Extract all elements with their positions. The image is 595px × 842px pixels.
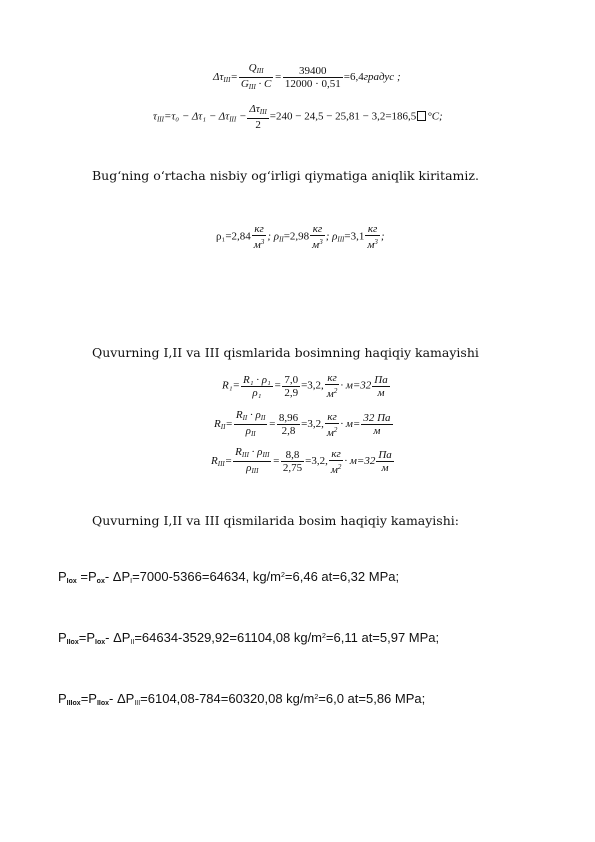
result-value: =6,11 at=5,97 MPa; <box>325 630 440 645</box>
result-symbol: =P <box>76 569 97 584</box>
eq-subscript: II <box>250 430 256 438</box>
fraction-r-rho <box>241 374 273 399</box>
eq-subscript: II <box>279 235 284 244</box>
unit-denominator: м <box>330 463 338 476</box>
result-value: =7000-5366=64634, kg/m <box>132 569 281 584</box>
result-value: =6,46 at=6,32 MPa; <box>284 569 400 584</box>
density-3-value: =3,1 <box>344 230 365 243</box>
eq-tail: · м=32 <box>340 379 372 392</box>
unit-numerator: кг <box>325 411 340 424</box>
fraction-numeric <box>283 65 343 90</box>
eq-subscript: III <box>241 451 249 459</box>
paragraph-pressure-heading-2: Quvurning I,II va III qismilarida bosim haqiqiy kamayishi: <box>92 513 459 528</box>
unit-numerator: кг <box>365 223 380 236</box>
eq-tail: · м=32 <box>344 455 376 468</box>
eq-operator: − <box>236 110 247 123</box>
eq-denominator: 2,75 <box>282 462 303 474</box>
result-line-2 <box>58 630 439 646</box>
unit-exponent: 3 <box>319 238 323 246</box>
eq-result: =3,2, <box>301 379 324 392</box>
density-2-value: =2,98 <box>283 230 310 243</box>
unit-exponent: 3 <box>260 238 265 246</box>
eq-numerator: 7,0 <box>284 373 299 386</box>
eq-numerator: Δτ <box>249 103 260 115</box>
result-subscript: III <box>134 700 141 707</box>
equation-densities <box>216 223 385 251</box>
fraction-q-over-gc <box>239 62 274 93</box>
density-3-symbol: ; ρ <box>325 230 338 243</box>
eq-symbol: Δτ <box>213 71 224 84</box>
result-value: =6104,08-784=60320,08 kg/m <box>140 691 315 706</box>
unit-exponent: 2 <box>333 425 338 434</box>
paragraph-density-intro: Bugʻning oʻrtacha nisbiy ogʻirligi qiymatiga aniqlik kiritamiz. <box>92 168 479 183</box>
eq-numerator: R <box>235 409 243 421</box>
unit-exponent: 2 <box>333 387 338 395</box>
equation-r2: $R_{II}=$ $\frac{R_{II} \cdot \rho_{II}}{\rho_{II}}$ = $\frac{8,96}{2,8}$ =3,2, $\frac{кг}{м^2}$ · м= $\frac{32 Па}{м}$ <box>214 409 391 439</box>
equation-r3: $R_{III}=$ $\frac{R_{III} \cdot \rho_{III}}{\rho_{III}}$ = $\frac{8,8}{2,75}$ =3,2, $\frac{кг}{м^2}$ · м=32 $\frac{Па}{м}$ <box>211 446 392 476</box>
eq-denominator: G <box>240 78 249 90</box>
eq-subscript: III <box>259 108 267 116</box>
eq-unit: °C; <box>427 110 443 123</box>
eq-subscript: II <box>220 423 226 432</box>
fraction-r-rho <box>233 446 271 477</box>
unit-numerator: кг <box>252 223 267 236</box>
eq-subscript: III <box>217 460 225 469</box>
eq-expression: =τ₀ − Δτ₁ − Δτ <box>163 110 230 123</box>
fraction-numeric <box>281 449 304 474</box>
result-exponent: 2 <box>322 633 326 640</box>
eq-result: =240 − 24,5 − 25,81 − 3,2=186,5 <box>269 110 417 123</box>
result-subscript: Iox <box>66 578 77 585</box>
fraction-half-delta <box>247 103 268 131</box>
eq-denominator: ρ₁ <box>252 386 262 399</box>
eq-subscript: III <box>251 467 259 475</box>
unit-denominator: м <box>253 239 261 251</box>
fraction-r-rho <box>234 409 268 440</box>
equation-r1: R₁= $\frac{\text{R₁ · ρ₁}}{\text{ρ₁}}$ = $\frac{7,0}{2,9}$ =3,2, $\frac{кг}{м^2}$ · м=32 $\frac{Па}{м}$ <box>222 372 388 400</box>
result-symbol: - ΔP <box>105 630 131 645</box>
eq-subscript: III <box>223 76 231 85</box>
result-symbol: - ΔP <box>109 691 135 706</box>
unit-numerator: кг <box>329 448 344 461</box>
eq-denominator: ρ <box>246 462 252 474</box>
fraction-pa-per-m <box>372 374 389 399</box>
eq-denominator: 12000 · 0,51 <box>284 78 341 90</box>
eq-symbol: R <box>214 418 221 431</box>
eq-unit: градус ; <box>363 71 401 84</box>
eq-subscript: III <box>256 67 264 75</box>
eq-subscript: III <box>337 235 345 244</box>
eq-subscript: III <box>156 115 164 124</box>
eq-numerator-tail: · ρ <box>251 446 263 458</box>
fraction-pa-per-m <box>376 449 393 474</box>
result-subscript: I <box>130 578 133 585</box>
eq-numerator: 39400 <box>283 65 343 78</box>
eq-subscript: II <box>242 414 248 422</box>
fraction-unit-kg-m2 <box>325 411 340 439</box>
density-2-symbol: ; ρ <box>267 230 280 243</box>
eq-symbol: τ <box>153 110 157 123</box>
result-exponent: 2 <box>281 572 285 579</box>
eq-tail: · м= <box>340 418 361 431</box>
unit-numerator: кг <box>310 223 325 236</box>
unit-denominator: м <box>312 239 320 251</box>
unit-exponent: 3 <box>374 238 378 246</box>
fraction-pa-per-m <box>361 412 392 437</box>
fraction-numeric <box>282 374 300 399</box>
equation-delta-tau-iii: $\Delta\tau_{III}=$ $\frac{Q_{III}}{G_{III} \cdot C}$ = $\frac{39400}{12000 \cdot 0,51}$ =6,4градус ; <box>213 62 401 91</box>
eq-numerator: R₁ · ρ₁ <box>242 373 271 386</box>
unit-denominator: м <box>326 388 334 400</box>
result-symbol: P <box>58 630 67 645</box>
eq-subscript: II <box>260 414 266 422</box>
eq-subscript: III <box>248 83 256 91</box>
result-subscript: IIIox <box>66 700 81 707</box>
eq-denominator: 2,9 <box>284 386 299 399</box>
result-symbol: P <box>58 691 67 706</box>
result-symbol: P <box>58 569 67 584</box>
fraction-unit-kg-m3 <box>252 223 267 251</box>
unit-denominator: м <box>373 425 381 437</box>
eq-result: =6,4 <box>343 71 364 84</box>
eq-symbol: R <box>211 455 218 468</box>
result-subscript: Iox <box>95 639 106 646</box>
unit-numerator: Па <box>378 449 392 461</box>
eq-denominator: 2 <box>255 119 261 131</box>
result-subscript: II <box>130 639 135 646</box>
unit-denominator: м <box>326 426 334 439</box>
density-1: ρ₁=2,84 <box>216 230 251 243</box>
result-subscript: IIox <box>96 700 110 707</box>
result-exponent: 2 <box>314 694 319 701</box>
fraction-unit-kg-m2 <box>325 372 340 400</box>
result-subscript: IIox <box>66 639 79 646</box>
unit-exponent: 2 <box>337 462 342 471</box>
result-line-3 <box>58 691 425 707</box>
unit-denominator: м <box>381 462 389 474</box>
eq-result: =3,2, <box>305 455 328 468</box>
eq-numerator: R <box>235 446 242 458</box>
result-subscript: ox <box>96 578 105 585</box>
eq-symbol: R₁= <box>222 379 240 392</box>
eq-numerator-tail: · ρ <box>250 409 261 421</box>
result-value: =64634-3529,92=61104,08 kg/m <box>134 630 323 645</box>
equation-tau-iii <box>153 103 443 131</box>
eq-subscript: III <box>262 451 270 459</box>
unit-denominator: м <box>377 386 385 399</box>
unit-numerator: 32 Па <box>363 412 391 424</box>
unit-numerator: кг <box>325 372 340 385</box>
eq-numerator: Q <box>248 62 257 74</box>
fraction-numeric <box>277 412 300 437</box>
unit-numerator: Па <box>374 373 388 386</box>
eq-result: =3,2, <box>301 418 324 431</box>
eq-denominator-tail: · C <box>258 78 272 90</box>
eq-terminator: ; <box>380 230 385 243</box>
result-symbol: =P <box>78 630 95 645</box>
eq-subscript: III <box>229 115 237 124</box>
eq-numerator: 8,8 <box>281 449 304 462</box>
missing-glyph-box-icon <box>417 111 426 121</box>
eq-denominator: ρ <box>245 425 251 437</box>
paragraph-pressure-heading: Quvurning I,II va III qismlarida bosimning haqiqiy kamayishi <box>92 345 479 360</box>
result-symbol: =P <box>80 691 97 706</box>
result-line-1 <box>58 569 399 585</box>
unit-denominator: м <box>367 239 375 251</box>
result-value: =6,0 at=5,86 MPa; <box>318 691 426 706</box>
fraction-unit-kg-m3 <box>310 223 325 251</box>
eq-denominator: 2,8 <box>281 425 296 437</box>
result-symbol: - ΔP <box>104 569 131 584</box>
fraction-unit-kg-m2 <box>329 448 344 476</box>
eq-numerator: 8,96 <box>278 412 299 424</box>
fraction-unit-kg-m3 <box>365 223 380 251</box>
